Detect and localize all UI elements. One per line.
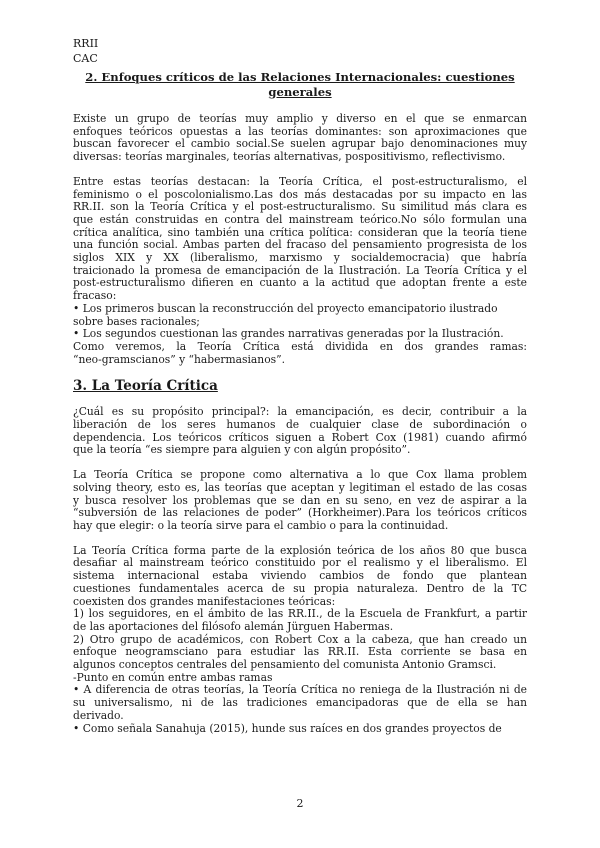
text-line: diversas: teorías marginales, teorías alternativas, pospositivismo, reflectivismo. — [73, 150, 506, 164]
section-3-title: 3. La Teoría Crítica — [73, 378, 218, 395]
text-line: enfoque neogramsciano para estudiar las RR.II. Esta corriente se basa en — [73, 645, 527, 659]
text-line: Como veremos, la Teoría Crítica está dividida en dos grandes ramas: — [73, 339, 527, 353]
text-line: de las aportaciones del filósofo alemán Jürguen Habermas. — [73, 619, 394, 633]
text-line: sobre bases racionales; — [73, 314, 200, 328]
text-line: cuestiones fundamentales acerca de su propia naturaleza. Dentro de la TC — [73, 581, 527, 595]
text-line: y busca resolver los problemas que se dan en su seno, en vez de aspirar a la — [73, 493, 527, 507]
text-line: algunos conceptos centrales del pensamiento del comunista Antonio Gramsci. — [73, 658, 497, 672]
page-content — [73, 70, 527, 747]
text-line: una función social. Ambas parten del fracaso del pensamiento progresista de los — [73, 238, 527, 252]
text-line: solving theory, esto es, las teorías que aceptan y legitiman el estado de las cosas — [73, 480, 527, 494]
section-3-paragraph-1 — [73, 406, 527, 457]
bullet-line: • A diferencia de otras teorías, la Teoría Crítica no reniega de la Ilustración ni de — [73, 683, 527, 697]
bullet-line: • Los primeros buscan la reconstrucción del proyecto emancipatorio ilustrado — [73, 301, 498, 315]
text-line: Existe un grupo de teorías muy amplio y diverso en el que se enmarcan — [73, 112, 527, 125]
list-item-line: 2) Otro grupo de académicos, con Robert Cox a la cabeza, que han creado un — [73, 632, 527, 646]
list-item-line: 1) los seguidores, en el ámbito de las RR.II., de la Escuela de Frankfurt, a partir — [73, 607, 527, 621]
text-line: Entre estas teorías destacan: la Teoría Crítica, el post-estructuralismo, el — [73, 174, 527, 188]
text-line: derivado. — [73, 708, 124, 722]
text-line: dependencia. Los teóricos críticos siguen a Robert Cox (1981) cuando afirmó — [73, 430, 527, 444]
text-line: que están construidas en contra del mainstream teórico.No sólo formulan una — [73, 212, 527, 226]
section-2-title: 2. Enfoques críticos de las Relaciones Internacionales: cuestiones generales — [85, 70, 515, 99]
page-header — [73, 36, 98, 66]
text-line: post-estructuralismo difieren en cuanto a la actitud que adoptan frente a este — [73, 276, 527, 290]
header-line-2: CAC — [73, 52, 98, 65]
text-line: feminismo o el poscolonialismo.Las dos más destacadas por su impacto en las — [73, 187, 527, 201]
text-line: La Teoría Crítica forma parte de la explosión teórica de los años 80 que busca — [73, 543, 527, 557]
text-line: traicionado la promesa de emancipación de la Ilustración. La Teoría Crítica y el — [73, 263, 527, 277]
text-line: sistema internacional estaba viviendo cambios de fondo que plantean — [73, 569, 527, 583]
text-line: hay que elegir: o la teoría sirve para el cambio o para la continuidad. — [73, 518, 449, 532]
section-3-paragraph-2 — [73, 469, 527, 533]
text-line: buscan favorecer el cambio social.Se suelen agrupar bajo denominaciones muy — [73, 137, 527, 151]
text-line: “neo-gramscianos” y “habermasianos”. — [73, 352, 285, 366]
bullet-line: • Como señala Sanahuja (2015), hunde sus raíces en dos grandes proyectos de — [73, 721, 502, 735]
text-line: fracaso: — [73, 289, 117, 303]
bullet-line: • Los segundos cuestionan las grandes narrativas generadas por la Ilustración. — [73, 327, 504, 341]
text-line: crítica analítica, sino también una crítica política: consideran que la teoría tiene — [73, 225, 527, 239]
text-line: La Teoría Crítica se propone como alternativa a lo que Cox llama problem — [73, 468, 527, 482]
text-line: enfoques teóricos opuestas a las teorías dominantes: son aproximaciones que — [73, 124, 527, 138]
text-line: coexisten dos grandes manifestaciones teóricas: — [73, 594, 336, 608]
text-line: “subversión de las relaciones de poder” (Horkheimer).Para los teóricos críticos — [73, 506, 527, 520]
text-line: RR.II. son la Teoría Crítica y el post-estructuralismo. Su similitud más clara es — [73, 200, 527, 214]
page-number: 2 — [296, 797, 304, 810]
section-2-paragraph-1 — [73, 113, 527, 164]
text-line: que la teoría “es siempre para alguien y con algún propósito”. — [73, 443, 411, 457]
section-2-paragraph-2 — [73, 176, 527, 367]
text-line: ¿Cuál es su propósito principal?: la emancipación, es decir, contribuir a la — [73, 405, 527, 419]
section-3-paragraph-3 — [73, 545, 527, 736]
text-line: siglos XIX y XX (liberalismo, marxismo y socialdemocracia) que habría — [73, 251, 527, 265]
text-line: desafiar al mainstream teórico constituido por el realismo y el liberalismo. El — [73, 556, 527, 570]
text-line: -Punto en común entre ambas ramas — [73, 670, 273, 684]
text-line: su universalismo, ni de las tradiciones emancipadoras que de ella se han — [73, 696, 527, 710]
text-line: liberación de los seres humanos de cualquier clase de subordinación o — [73, 418, 527, 432]
header-line-1: RRII — [73, 37, 99, 50]
